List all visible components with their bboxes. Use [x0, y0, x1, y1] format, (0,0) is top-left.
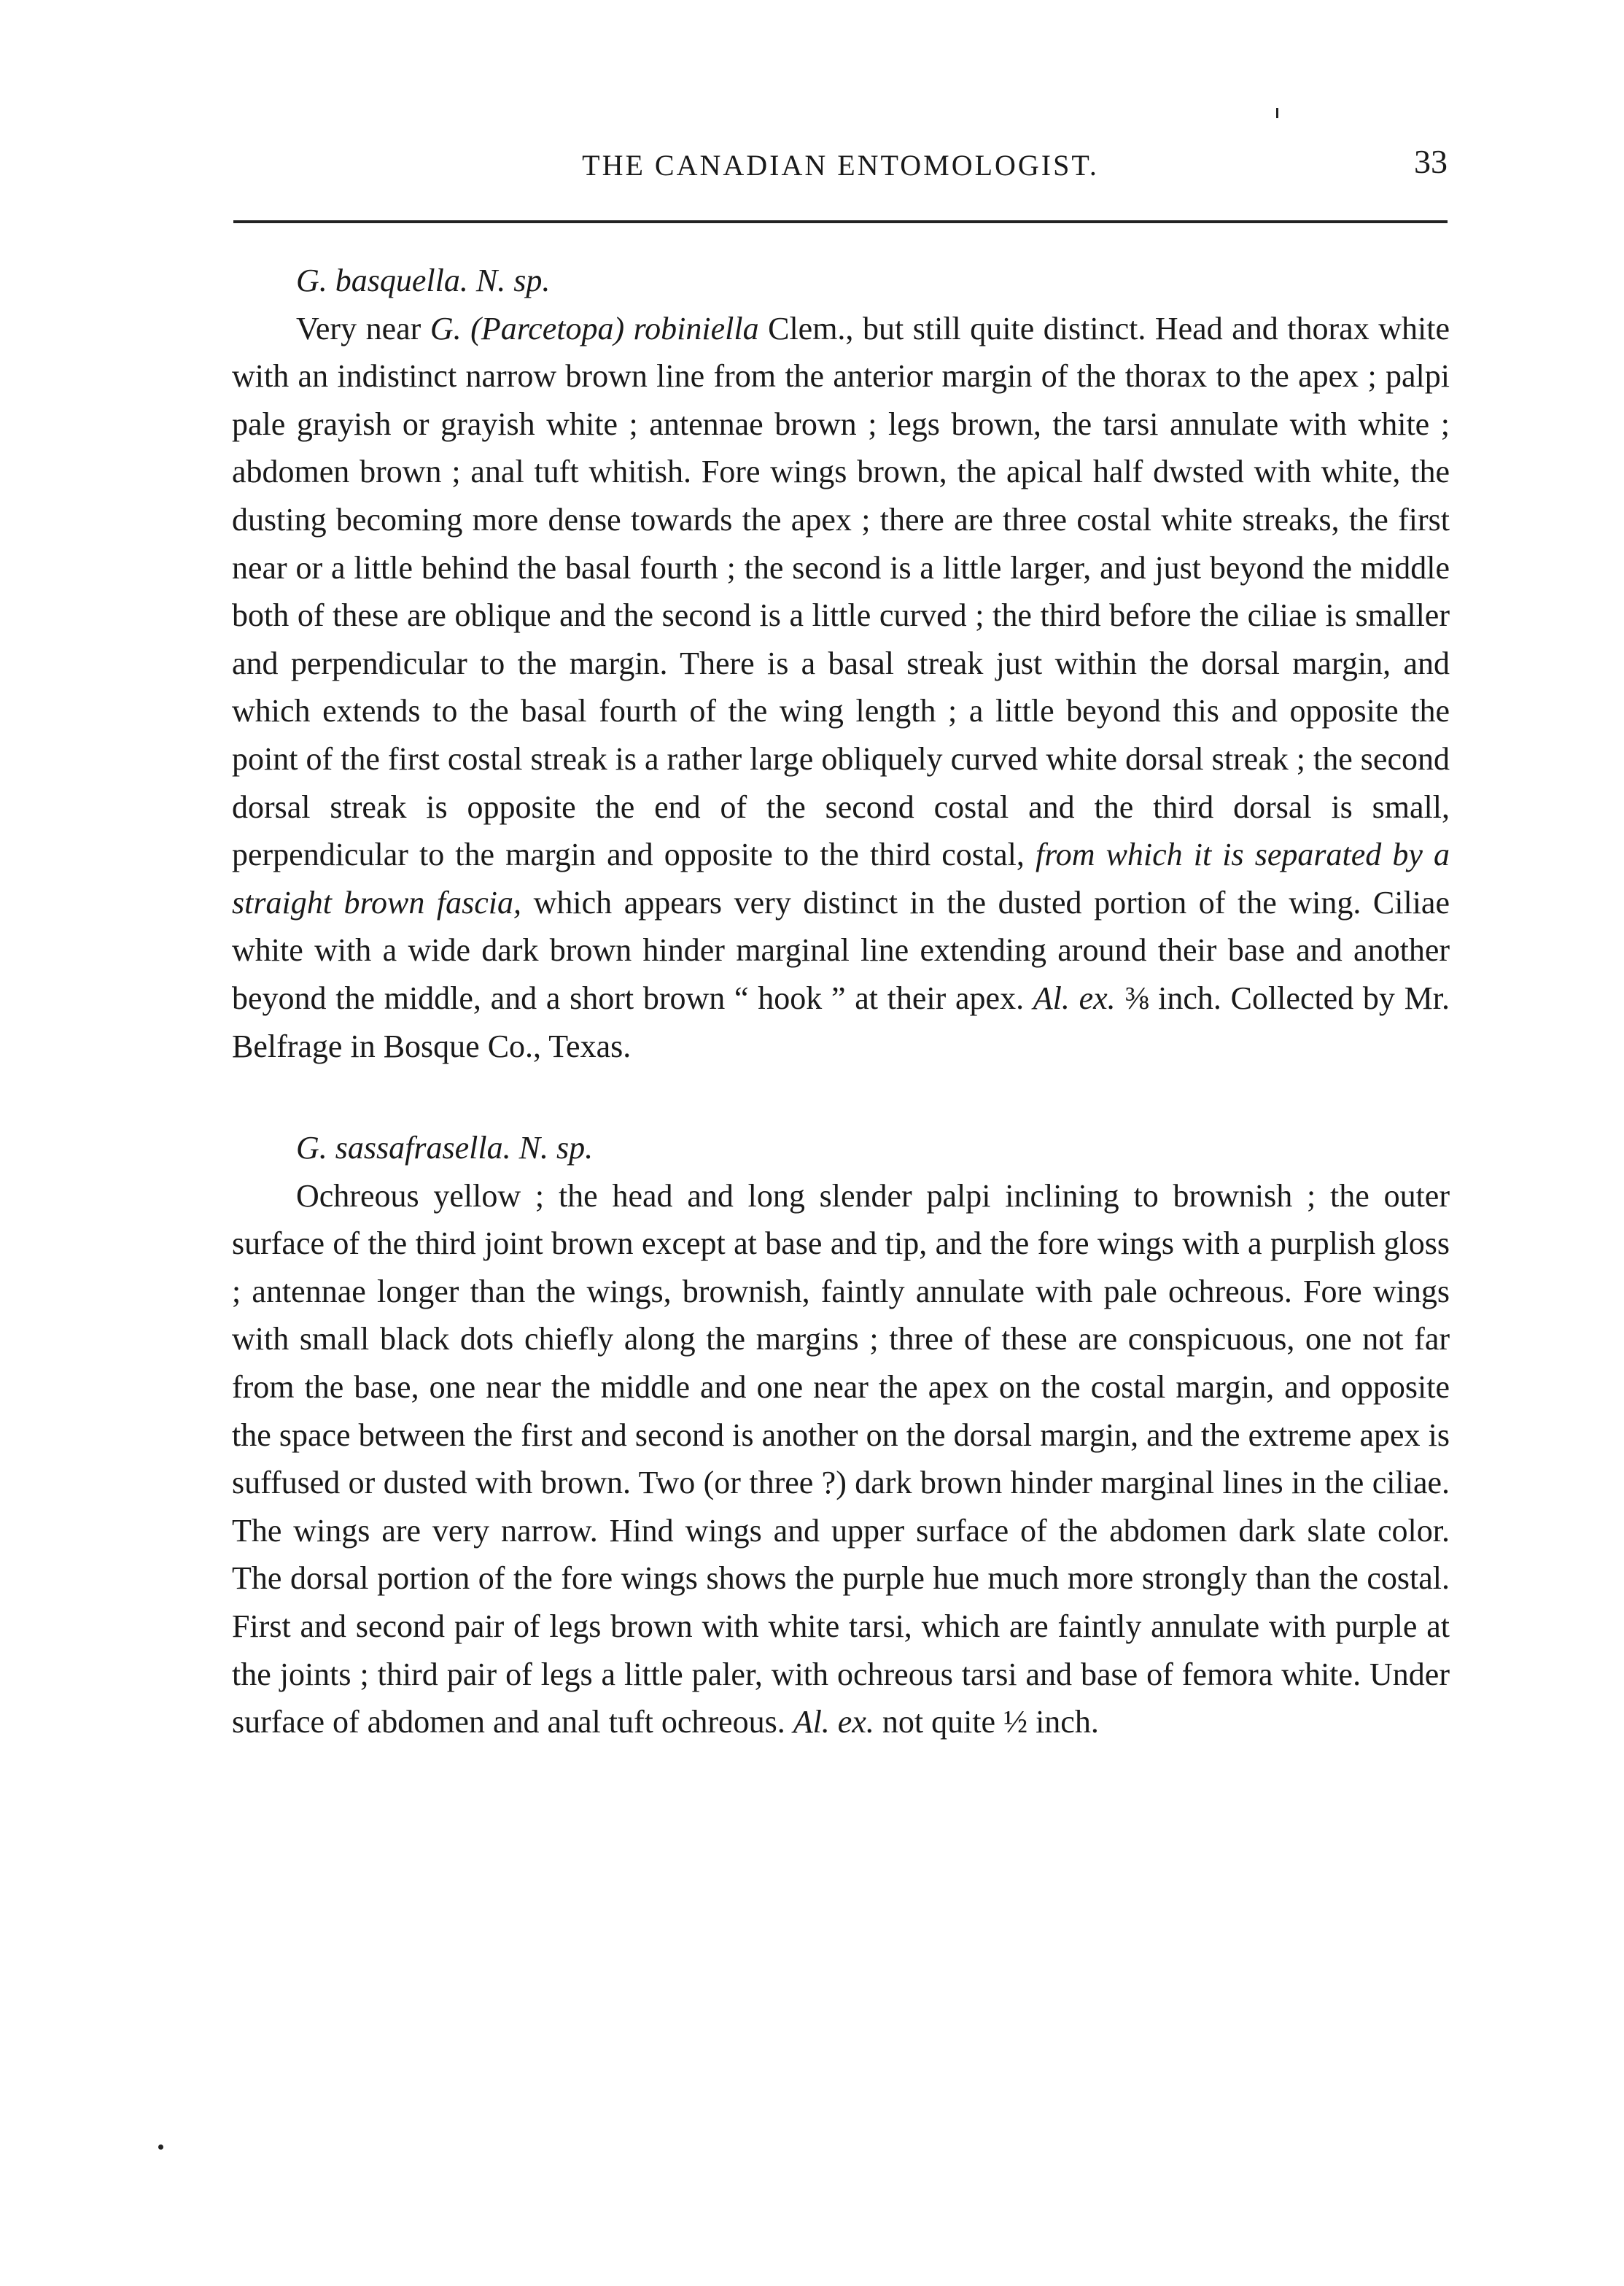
- page-number: 33: [1414, 143, 1448, 180]
- header-rule: [233, 220, 1448, 223]
- species-heading-sassafrasella: G. sassafrasella. N. sp.: [296, 1130, 594, 1166]
- reference-robiniella: G. (Parcetopa) robiniella: [430, 310, 759, 346]
- desc1-part-d: ⅜ inch. Collected by Mr. Belfrage in Bosque Co., Texas.: [232, 980, 1450, 1064]
- desc1-italic-phrase: from which it is separated by a straight brown fascia,: [232, 837, 1450, 921]
- page-header: [233, 142, 1448, 193]
- desc1-part-a: Very near: [296, 310, 430, 346]
- species-heading-basquella: G. basquella. N. sp.: [296, 263, 551, 298]
- stray-mark-top: [1276, 108, 1278, 118]
- running-title: THE CANADIAN ENTOMOLOGIST.: [582, 149, 1099, 182]
- description-sassafrasella: [232, 1172, 1450, 1746]
- alar-expanse-label: Al. ex.: [793, 1704, 874, 1740]
- page-body: [232, 257, 1450, 1746]
- desc2-part-b: not quite ½ inch.: [874, 1704, 1099, 1740]
- desc1-part-c: which appears very distinct in the dusted portion of the wing. Ciliae white with a wide dark brown hinder marginal line extending around their base and another beyond the middle, and a short brown “ hook ” at their apex.: [232, 884, 1450, 1016]
- desc1-part-b: Clem., but still quite distinct. Head and thorax white with an indistinct narrow brown line from the anterior margin of the thorax to the apex ; palpi pale grayish or grayish white ; antennae brown ; legs brown, the tarsi annulate with white ; abdomen brown ; anal tuft whitish. Fore wings brown, the apical half dwsted with white, the dusting becoming more dense towards the apex ; there are three costal white streaks, the first near or a little behind the basal fourth ; the second is a little larger, and just beyond the middle both of these are oblique and the second is a little curved ; the third before the ciliae is smaller and perpendicular to the margin. There is a basal streak just within the dorsal margin, and which extends to the basal fourth of the wing length ; a little beyond this and opposite the point of the first costal streak is a rather large obliquely curved white dorsal streak ; the second dorsal streak is opposite the end of the second costal and the third dorsal is small, perpendicular to the margin and opposite to the third costal,: [232, 310, 1450, 873]
- desc2-part-a: Ochreous yellow ; the head and long slender palpi inclining to brownish ; the outer surface of the third joint brown except at base and tip, and the fore wings with a purplish gloss ; antennae longer than the wings, brownish, faintly annulate with pale ochreous. Fore wings with small black dots chiefly along the margins ; three of these are conspicuous, one not far from the base, one near the middle and one near the apex on the costal margin, and opposite the space between the first and second is another on the dorsal margin, and the extreme apex is suffused or dusted with brown. Two (or three ?) dark brown hinder marginal lines in the ciliae. The wings are very narrow. Hind wings and upper surface of the abdomen dark slate color. The dorsal portion of the fore wings shows the purple hue much more strongly than the costal. First and second pair of legs brown with white tarsi, which are faintly annulate with purple at the joints ; third pair of legs a little paler, with ochreous tarsi and base of femora white. Under surface of abdomen and anal tuft ochreous.: [232, 1177, 1450, 1740]
- description-basquella: [232, 305, 1450, 1071]
- alar-expanse-label: Al. ex.: [1033, 980, 1116, 1016]
- stray-mark-margin: [158, 2144, 163, 2150]
